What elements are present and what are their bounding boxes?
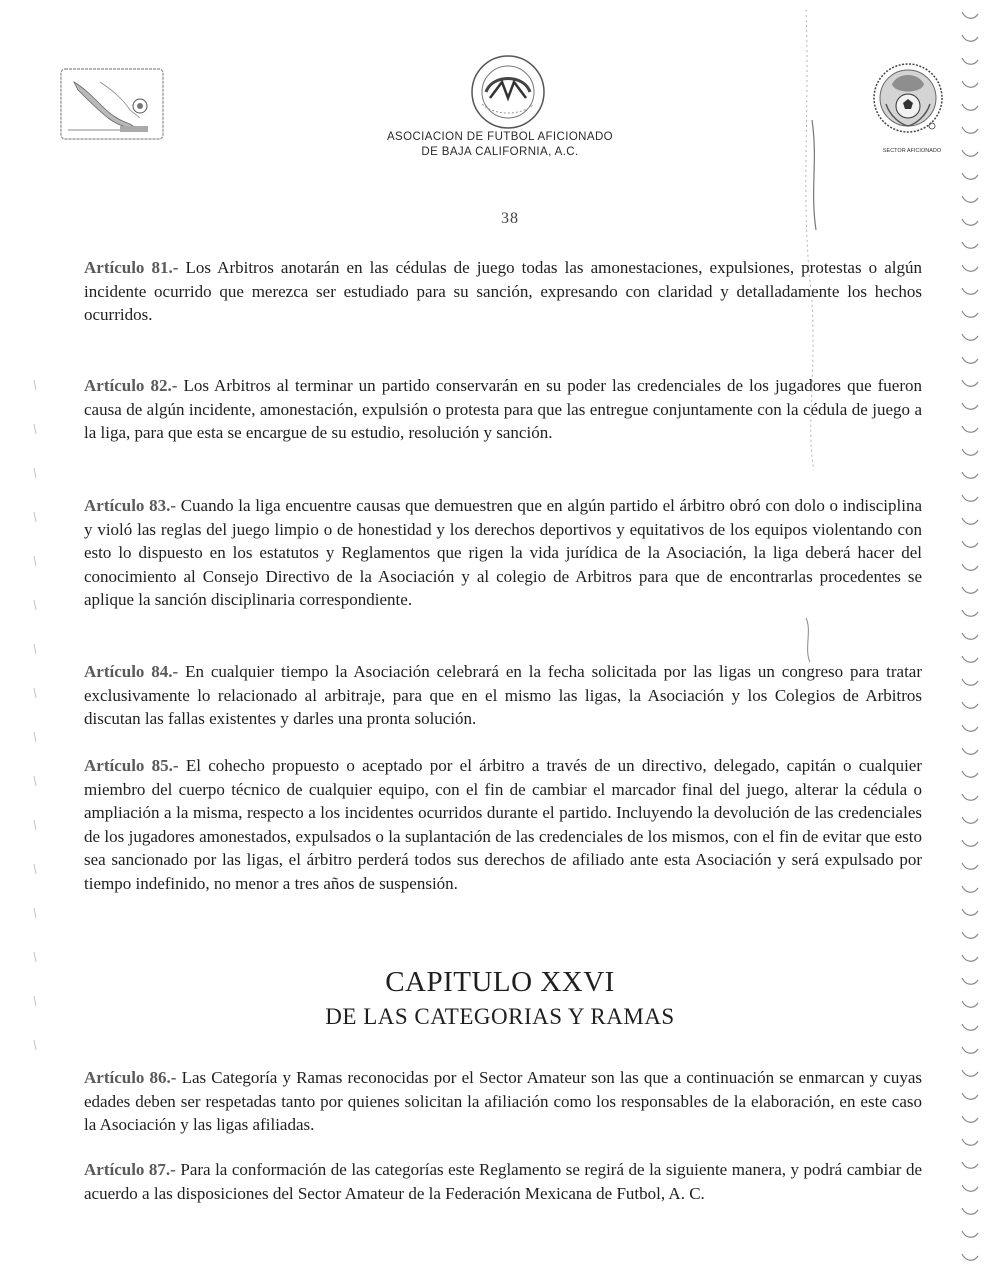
margin-tick bbox=[34, 776, 36, 786]
article-label: Artículo 83.- bbox=[84, 496, 177, 515]
article-text: Los Arbitros anotarán en las cédulas de juego todas las amonestaciones, expulsiones, protestas o algún incidente ocurrido que merezca ser estudiado para su sanción, expresando con claridad y detalladamente los hechos ocurridos. bbox=[84, 258, 923, 324]
binding-ring bbox=[962, 495, 978, 501]
ring-binding-edge bbox=[958, 0, 984, 1280]
article-82 bbox=[84, 374, 922, 445]
binding-ring bbox=[962, 1208, 978, 1214]
margin-tick bbox=[34, 380, 36, 390]
binding-ring bbox=[962, 817, 978, 823]
binding-ring bbox=[962, 1185, 978, 1191]
article-text: Los Arbitros al terminar un partido conservarán en su poder las credenciales de los jugadores que fueron causa de algún incidente, amonestación, expulsión o protesta para que las entregue conjuntamente con la cédula de juego a la liga, para que esta se encargue de su estudio, resolución y sanción. bbox=[84, 376, 923, 442]
binding-ring bbox=[962, 242, 978, 248]
article-text: En cualquier tiempo la Asociación celebrará en la fecha solicitada por las ligas un congreso para tratar exclusivamente lo relacionado al arbitraje, para que en el mismo las ligas, la Asociación y los Colegios de Arbitros discutan las fallas existentes y darles una pronta solución. bbox=[84, 662, 923, 728]
binding-ring bbox=[962, 426, 978, 432]
binding-ring bbox=[962, 472, 978, 478]
binding-ring bbox=[962, 1001, 978, 1007]
binding-ring bbox=[962, 127, 978, 133]
article-label: Artículo 81.- bbox=[84, 258, 179, 277]
binding-ring bbox=[962, 518, 978, 524]
binding-ring bbox=[962, 380, 978, 386]
margin-tick bbox=[34, 820, 36, 830]
margin-tick bbox=[34, 600, 36, 610]
binding-ring bbox=[962, 1254, 978, 1260]
article-81 bbox=[84, 256, 922, 327]
article-86 bbox=[84, 1066, 922, 1137]
margin-tick bbox=[34, 556, 36, 566]
organization-name-line1: ASOCIACION DE FUTBOL AFICIONADO bbox=[386, 131, 614, 143]
margin-tick bbox=[34, 512, 36, 522]
article-text: Para la conformación de las categorías este Reglamento se regirá de la siguiente manera, y podrá cambiar de acuerdo a las disposiciones del Sector Amateur de la Federación Mexicana de Futbol, A. C. bbox=[84, 1160, 923, 1203]
binding-ring bbox=[962, 656, 978, 662]
binding-ring bbox=[962, 794, 978, 800]
binding-ring bbox=[962, 449, 978, 455]
margin-tick bbox=[34, 996, 36, 1006]
binding-ring bbox=[962, 909, 978, 915]
article-label: Artículo 87.- bbox=[84, 1160, 176, 1179]
article-label: Artículo 86.- bbox=[84, 1068, 177, 1087]
margin-tick bbox=[34, 732, 36, 742]
margin-tick bbox=[34, 468, 36, 478]
baja-california-map-logo bbox=[60, 68, 164, 140]
article-text: Las Categoría y Ramas reconocidas por el Sector Amateur son las que a continuación se enmarcan y cuyas edades deben ser respetadas tanto por quienes solicitan la afiliación como los responsables de la elaboración, en este caso la Asociación y las ligas afiliadas. bbox=[84, 1068, 922, 1134]
binding-ring bbox=[962, 1024, 978, 1030]
binding-ring bbox=[962, 288, 978, 294]
binding-ring bbox=[962, 265, 978, 271]
binding-ring bbox=[962, 702, 978, 708]
binding-ring bbox=[962, 1093, 978, 1099]
article-text: El cohecho propuesto o aceptado por el árbitro a través de un directivo, delegado, capitán o cualquier miembro del cuerpo técnico de cualquier equipo, con el fin de cambiar el marcador final del juego, alterar la cédula o ampliación a la misma, respecto a los incidentes ocurridos durante el partido. Incluyendo la devolución de las credenciales de los jugadores amonestados, expulsados o la suplantación de las credenciales de los mismos, con el fin de evitar que esto sea sancionado por las ligas, el árbitro perderá todos sus derechos de afiliado ante esta Asociación y será expulsado por tiempo indefinido, no menor a tres años de suspensión. bbox=[84, 756, 923, 893]
futbol-mexicano-logo bbox=[468, 52, 548, 132]
binding-ring bbox=[962, 334, 978, 340]
binding-ring bbox=[962, 610, 978, 616]
margin-tick bbox=[34, 644, 36, 654]
binding-ring bbox=[962, 1162, 978, 1168]
binding-ring bbox=[962, 173, 978, 179]
binding-ring bbox=[962, 219, 978, 225]
binding-ring bbox=[962, 932, 978, 938]
binding-ring bbox=[962, 104, 978, 110]
margin-tick bbox=[34, 424, 36, 434]
article-84 bbox=[84, 660, 922, 731]
binding-ring bbox=[962, 541, 978, 547]
margin-tick bbox=[34, 1040, 36, 1050]
binding-ring bbox=[962, 81, 978, 87]
article-text: Cuando la liga encuentre causas que demuestren que en algún partido el árbitro obró con dolo o indisciplina y violó las reglas del juego limpio o de honestidad y los derechos deportivos y equitativos de los equipos violentando con esto lo dispuesto en los estatutos y Reglamentos que rigen la vida jurídica de la Asociación, la liga deberá hacer del conocimiento al Consejo Directivo de la Asociación y al colegio de Arbitros para que de encontrarlas procedentes se aplique la sanción disciplinaria correspondiente. bbox=[84, 496, 922, 609]
article-87 bbox=[84, 1158, 922, 1205]
margin-tick bbox=[34, 908, 36, 918]
margin-tick bbox=[34, 952, 36, 962]
binding-ring bbox=[962, 679, 978, 685]
binding-ring bbox=[962, 840, 978, 846]
binding-ring bbox=[962, 150, 978, 156]
chapter-subtitle: DE LAS CATEGORIAS Y RAMAS bbox=[325, 1004, 675, 1029]
binding-ring bbox=[962, 403, 978, 409]
margin-tick bbox=[34, 864, 36, 874]
binding-ring bbox=[962, 311, 978, 317]
chapter-title: CAPITULO XXVI bbox=[385, 966, 615, 998]
sector-aficionado-seal bbox=[872, 54, 944, 146]
binding-ring bbox=[962, 1116, 978, 1122]
binding-ring bbox=[962, 196, 978, 202]
binding-ring bbox=[962, 633, 978, 639]
binding-ring bbox=[962, 12, 978, 18]
binding-ring bbox=[962, 564, 978, 570]
article-label: Artículo 85.- bbox=[84, 756, 179, 775]
binding-ring bbox=[962, 1070, 978, 1076]
binding-ring bbox=[962, 771, 978, 777]
margin-tick bbox=[34, 688, 36, 698]
page-number: 38 bbox=[501, 210, 519, 227]
article-label: Artículo 84.- bbox=[84, 662, 179, 681]
binding-ring bbox=[962, 978, 978, 984]
binding-ring bbox=[962, 357, 978, 363]
article-85 bbox=[84, 754, 922, 895]
sector-aficionado-label: SECTOR AFICIONADO bbox=[882, 148, 942, 154]
binding-ring bbox=[962, 748, 978, 754]
binding-ring bbox=[962, 1139, 978, 1145]
article-83 bbox=[84, 494, 922, 612]
binding-ring bbox=[962, 863, 978, 869]
binding-ring bbox=[962, 1047, 978, 1053]
binding-ring bbox=[962, 886, 978, 892]
organization-name-line2: DE BAJA CALIFORNIA, A.C. bbox=[421, 146, 579, 158]
binding-ring bbox=[962, 58, 978, 64]
binding-ring bbox=[962, 587, 978, 593]
binding-ring bbox=[962, 1231, 978, 1237]
binding-ring bbox=[962, 955, 978, 961]
binding-ring bbox=[962, 35, 978, 41]
binding-ring bbox=[962, 725, 978, 731]
article-label: Artículo 82.- bbox=[84, 376, 178, 395]
